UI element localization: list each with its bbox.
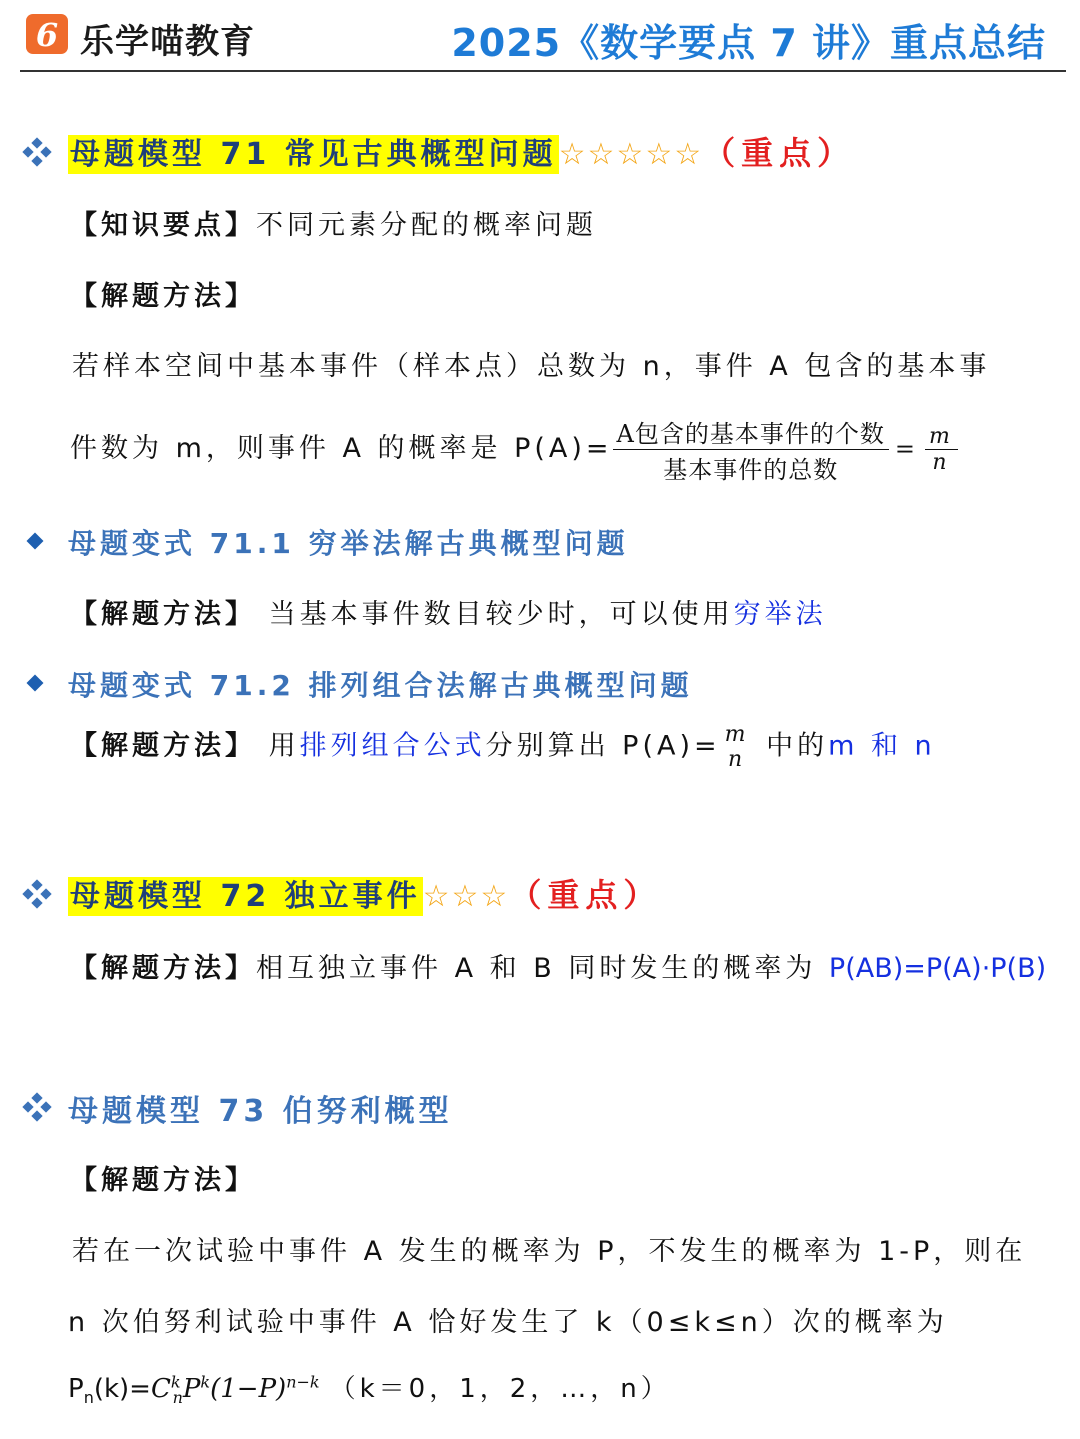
method-73-line-1: 若在一次试验中事件 A 发生的概率为 P，不发生的概率为 1-P，则在 [72, 1236, 1027, 1267]
header-divider [20, 70, 1066, 72]
method-label: 【解题方法】 [70, 281, 256, 312]
m-over-n-fraction: m n [724, 722, 750, 772]
diamond-cluster-icon [22, 879, 52, 909]
diamond-cluster-icon [22, 137, 52, 167]
star-rating-icon: ☆☆☆☆☆ [558, 137, 704, 172]
probability-fraction: $\frac{\text{A包含的基本事件的个数}}{\text{基本事件的总数}}$ [613, 414, 889, 485]
method-heading-71 [70, 274, 256, 313]
brand-logo-icon: 6 [26, 14, 68, 54]
section-71-heading [68, 128, 855, 174]
section-72-heading [68, 870, 661, 916]
independence-formula: P(AB)=P(A)·P(B) [828, 953, 1047, 984]
page-header [0, 0, 1080, 74]
enumeration-method-term: 穷举法 [733, 599, 827, 630]
variant-71-1-method: 【解题方法】 当基本事件数目较少时，可以使用穷举法 [70, 599, 827, 630]
knowledge-label: 【知识要点】 [70, 210, 256, 241]
variant-71-2-title: 母题变式 71.2 排列组合法解古典概型问题 [68, 669, 693, 702]
section-72-title: 母题模型 72 独立事件 [70, 879, 421, 914]
line-2-prefix: 件数为 m，则事件 A 的概率是 P(A)= [70, 433, 613, 464]
permutation-formula-term: 排列组合公式 [299, 730, 486, 762]
key-point-label: （重点） [509, 876, 662, 914]
section-72-method: 【解题方法】相互独立事件 A 和 B 同时发生的概率为 P(AB)=P(A)·P(B) [70, 953, 1047, 984]
m-over-n-fraction: $\frac{m}{n}$ [925, 424, 958, 475]
diamond-bullet-icon [24, 530, 46, 552]
diamond-cluster-icon [22, 1092, 52, 1122]
variant-71-1-title: 母题变式 71.1 穷举法解古典概型问题 [68, 527, 629, 560]
knowledge-text: 不同元素分配的概率问题 [256, 210, 597, 241]
brand-name: 乐学喵教育 [80, 22, 255, 62]
section-73-title: 母题模型 73 伯努利概型 [68, 1094, 453, 1129]
key-point-label: （重点） [703, 134, 856, 172]
method-73-line-2: n 次伯努利试验中事件 A 恰好发生了 k（0≤k≤n）次的概率为 [68, 1307, 948, 1338]
star-rating-icon: ☆☆☆ [422, 879, 510, 914]
bernoulli-formula: $P_n(k)=C^k_nP^k(1-P)^{n-k}$ （k＝0，1，2，…，n） [68, 1372, 671, 1408]
document-title: 2025《数学要点 7 讲》重点总结 [451, 21, 1046, 65]
diamond-bullet-icon [24, 672, 46, 694]
section-71-title: 母题模型 71 常见古典概型问题 [70, 137, 557, 172]
variant-71-2-method: 【解题方法】 用排列组合公式分别算出 P(A)= m n 中的m 和 n [70, 722, 936, 772]
method-heading-73: 【解题方法】 [70, 1165, 256, 1196]
method-71-line-1: 若样本空间中基本事件（样本点）总数为 n，事件 A 包含的基本事 [72, 351, 991, 382]
knowledge-point-line [70, 203, 597, 242]
method-71-line-2: 件数为 m，则事件 A 的概率是 P(A)= $\frac{\text{A包含的基本事件的个数}}{\text{基本事件的总数}}$ = $\frac{m}{n}$ [70, 414, 958, 485]
